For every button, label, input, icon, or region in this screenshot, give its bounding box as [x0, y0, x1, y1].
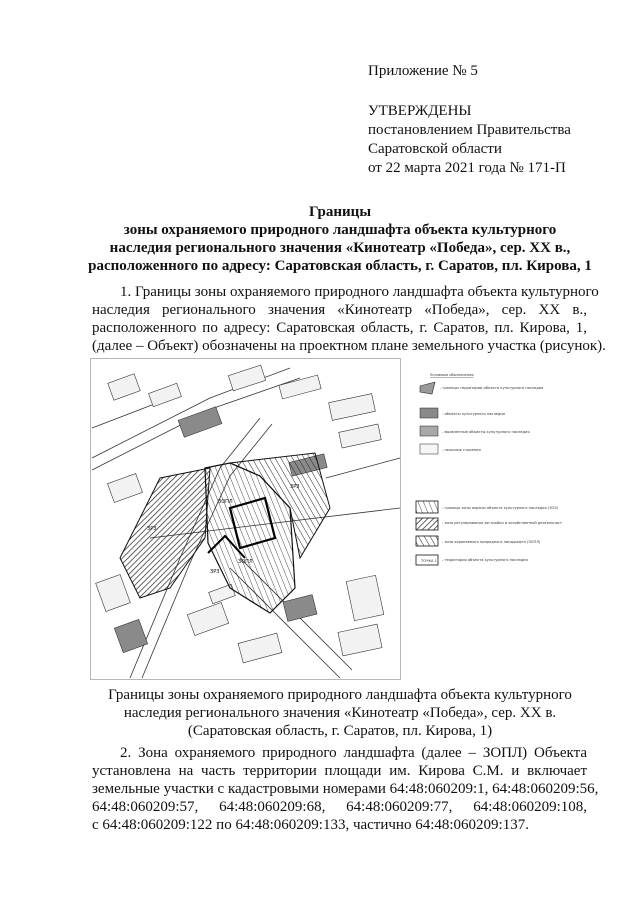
map-label: ЗРЗ — [290, 484, 300, 490]
map-label: ЗОПЛ — [218, 499, 233, 505]
map-label: ЗОПЛ — [238, 559, 253, 565]
legend-swatch-identified — [420, 426, 438, 436]
paragraph-line: наследия регионального значения «Кинотеатр «Победа», сер. XX в., — [92, 302, 587, 318]
paragraph-line: земельные участки с кадастровыми номерами 64:48:060209:1, 64:48:060209:56, — [92, 781, 599, 797]
legend-swatch-zrz — [416, 518, 438, 530]
appendix-number: Приложение № 5 — [368, 63, 478, 79]
site-plan-figure — [90, 358, 562, 680]
approval-line: от 22 марта 2021 года № 171-П — [368, 160, 566, 176]
legend-swatch-nonresidential — [420, 444, 438, 454]
approval-line: постановлением Правительства — [368, 122, 571, 138]
caption-line: Границы зоны охраняемого природного ландшафта объекта культурного — [108, 687, 572, 703]
title-line: Границы — [308, 204, 372, 220]
figure-caption — [60, 686, 620, 740]
paragraph-line: расположенного по адресу: Саратовская область, г. Саратов, пл. Кирова, 1, — [92, 320, 587, 336]
legend-title: Условные обозначения — [430, 373, 474, 377]
paragraph-line: установлена на часть территории площади им. Кирова С.М. и включает — [92, 763, 587, 779]
legend-swatch-zopl — [416, 536, 438, 546]
caption-line: наследия регионального значения «Кинотеатр «Победа», сер. XX в. — [123, 705, 557, 721]
paragraph-line: с 64:48:060209:122 по 64:48:060209:133, частично 64:48:060209:137. — [92, 817, 529, 833]
caption-line: (Саратовская область, г. Саратов, пл. Кирова, 1) — [187, 723, 493, 739]
legend-swatch-boundary — [420, 382, 435, 394]
approval-block — [368, 102, 571, 178]
title-line: расположенного по адресу: Саратовская область, г. Саратов, пл. Кирова, 1 — [88, 258, 592, 274]
legend-tag: ТОЧКА 1 — [421, 559, 437, 563]
legend-item: - граница зоны охраны объекта культурного наследия (ЗОЗ) — [442, 506, 559, 510]
legend-item: - зона регулирования застройки и хозяйственной деятельности (ЗРЗ) — [442, 521, 562, 525]
map-label: ЗРЗ — [210, 569, 220, 575]
map-legend — [416, 373, 562, 565]
legend-item: - объекты культурного наследия — [442, 412, 505, 416]
paragraph-line: 2. Зона охраняемого природного ландшафта (далее – ЗОПЛ) Объекта — [120, 745, 587, 761]
paragraph-2 — [92, 744, 599, 834]
legend-item: - границы территории объекта культурного наследия — [440, 386, 544, 390]
legend-swatch-zoz — [416, 501, 438, 513]
paragraph-line: 1. Границы зоны охраняемого природного ландшафта объекта культурного — [120, 284, 599, 300]
approval-heading: УТВЕРЖДЕНЫ — [368, 103, 472, 119]
legend-item: - территория объекта культурного наследия — [442, 558, 528, 562]
approval-line: Саратовской области — [368, 141, 502, 157]
paragraph-1 — [92, 283, 606, 355]
title-line: наследия регионального значения «Кинотеатр «Победа», сер. XX в., — [109, 240, 571, 256]
legend-item: - выявленные объекты культурного наследия — [442, 430, 530, 434]
legend-item: - нежилые строения — [442, 448, 481, 452]
document-title — [60, 203, 620, 275]
paragraph-line: 64:48:060209:57, 64:48:060209:68, 64:48:060209:77, 64:48:060209:108, — [92, 799, 587, 815]
legend-swatch-heritage — [420, 408, 438, 418]
site-plan-drawing — [90, 358, 562, 680]
title-line: зоны охраняемого природного ландшафта объекта культурного — [123, 222, 557, 238]
map-label: ЗРЗ — [147, 526, 157, 532]
legend-item: - зона охраняемого природного ландшафта (ЗОПЛ) — [442, 540, 541, 544]
paragraph-line: (далее – Объект) обозначены на проектном плане земельного участка (рисунок). — [92, 338, 606, 354]
